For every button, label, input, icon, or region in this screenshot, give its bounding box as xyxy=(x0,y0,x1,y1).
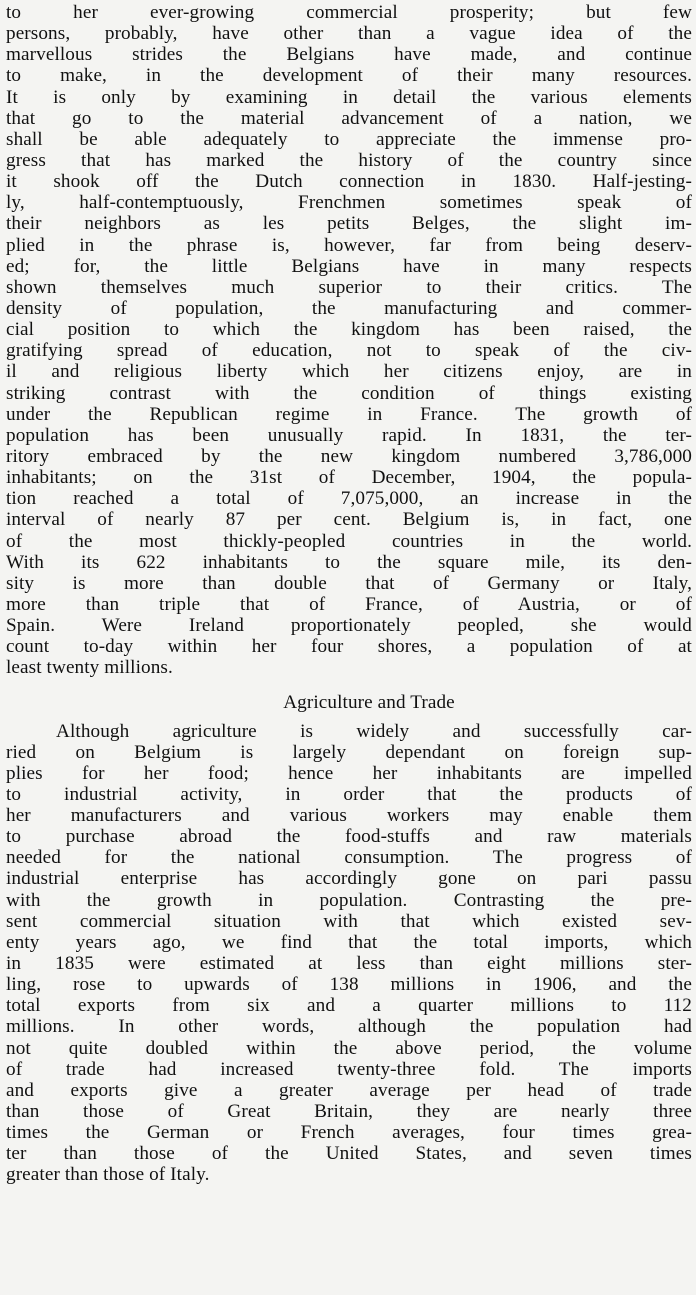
text-line: to industrial activity, in order that the products of xyxy=(6,783,692,805)
text-line: their neighbors as les petits Belges, the slight im- xyxy=(6,213,692,235)
text-line: persons, probably, have other than a vague idea of the xyxy=(6,23,692,45)
text-line: plied in the phrase is, however, far from being deserv- xyxy=(6,234,692,256)
text-line: her manufacturers and various workers may enable them xyxy=(6,805,692,827)
text-line: shall be able adequately to appreciate the immense pro- xyxy=(6,128,692,150)
text-line: under the Republican regime in France. The growth of xyxy=(6,403,692,425)
text-line: more than triple that of France, of Austria, or of xyxy=(6,593,692,615)
text-line: population has been unusually rapid. In 1831, the ter- xyxy=(6,424,692,446)
text-line: not quite doubled within the above period, the volume xyxy=(6,1037,692,1059)
text-line: of the most thickly-peopled countries in the world. xyxy=(6,530,692,552)
text-line: than those of Great Britain, they are nearly three xyxy=(6,1101,692,1123)
text-line: Spain. Were Ireland proportionately peopled, she would xyxy=(6,615,692,637)
text-line: ter than those of the United States, and seven times xyxy=(6,1143,692,1165)
text-line: plies for her food; hence her inhabitants are impelled xyxy=(6,762,692,784)
text-line: sity is more than double that of Germany or Italy, xyxy=(6,572,692,594)
text-line: enty years ago, we find that the total imports, which xyxy=(6,931,692,953)
text-line: density of population, the manufacturing and commer- xyxy=(6,297,692,319)
paragraph-agriculture-trade xyxy=(6,721,692,1186)
text-line: marvellous strides the Belgians have made, and continue xyxy=(6,44,692,66)
section-heading: Agriculture and Trade xyxy=(283,691,455,713)
text-line: to purchase abroad the food-stuffs and raw materials xyxy=(6,826,692,848)
text-line: Although agriculture is widely and successfully car- xyxy=(56,720,692,742)
text-line: times the German or French averages, four times grea- xyxy=(6,1122,692,1144)
text-line: shown themselves much superior to their critics. The xyxy=(6,276,692,298)
text-line: it shook off the Dutch connection in 1830. Half-jesting- xyxy=(6,171,692,193)
text-line: millions. In other words, although the population had xyxy=(6,1016,692,1038)
text-line: greater than those of Italy. xyxy=(6,1164,210,1186)
text-line: of trade had increased twenty-three fold. The imports xyxy=(6,1058,692,1080)
text-line: ed; for, the little Belgians have in many respects xyxy=(6,255,692,277)
text-line: tion reached a total of 7,075,000, an increase in the xyxy=(6,488,692,510)
text-line: total exports from six and a quarter millions to 112 xyxy=(6,995,692,1017)
text-line: interval of nearly 87 per cent. Belgium is, in fact, one xyxy=(6,509,692,531)
newspaper-column xyxy=(6,2,692,1186)
text-line: ling, rose to upwards of 138 millions in 1906, and the xyxy=(6,974,692,996)
text-line: il and religious liberty which her citizens enjoy, are in xyxy=(6,361,692,383)
text-line: least twenty millions. xyxy=(6,657,173,679)
text-line: and exports give a greater average per head of trade xyxy=(6,1079,692,1101)
text-line: ly, half-contemptuously, Frenchmen sometimes speak of xyxy=(6,192,692,214)
text-line: gress that has marked the history of the country since xyxy=(6,149,692,171)
text-line: sent commercial situation with that which existed sev- xyxy=(6,910,692,932)
text-line: that go to the material advancement of a nation, we xyxy=(6,107,692,129)
text-line: With its 622 inhabitants to the square mile, its den- xyxy=(6,551,692,573)
text-line: ritory embraced by the new kingdom numbered 3,786,000 xyxy=(6,445,692,467)
text-line: gratifying spread of education, not to speak of the civ- xyxy=(6,340,692,362)
text-line: to her ever-growing commercial prosperity; but few xyxy=(6,2,692,23)
text-line: ried on Belgium is largely dependant on foreign sup- xyxy=(6,741,692,763)
paragraph-population xyxy=(6,2,692,679)
text-line: needed for the national consumption. The progress of xyxy=(6,847,692,869)
text-line: in 1835 were estimated at less than eight millions ster- xyxy=(6,953,692,975)
text-line: inhabitants; on the 31st of December, 1904, the popula- xyxy=(6,467,692,489)
text-line: count to-day within her four shores, a population of at xyxy=(6,636,692,658)
text-line: striking contrast with the condition of things existing xyxy=(6,382,692,404)
text-line: to make, in the development of their many resources. xyxy=(6,65,692,87)
text-line: industrial enterprise has accordingly gone on pari passu xyxy=(6,868,692,890)
text-line: cial position to which the kingdom has been raised, the xyxy=(6,319,692,341)
text-line: It is only by examining in detail the various elements xyxy=(6,86,692,108)
text-line: with the growth in population. Contrasting the pre- xyxy=(6,889,692,911)
